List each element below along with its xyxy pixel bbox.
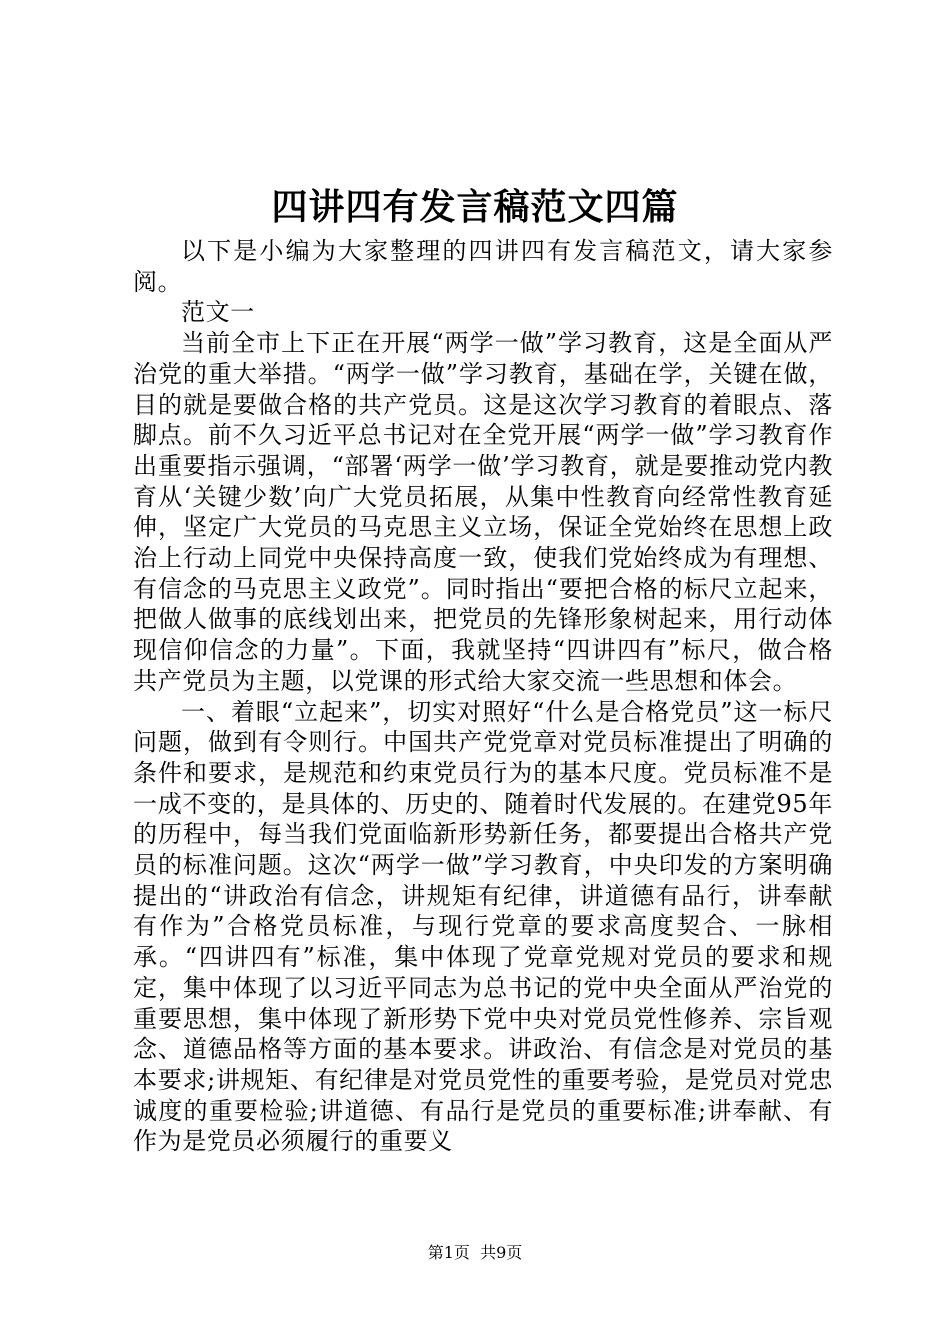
- page-footer: [0, 1242, 950, 1264]
- document-title: 四讲四有发言稿范文四篇: [271, 186, 679, 228]
- footer-separator: [470, 1243, 480, 1262]
- document-body: [133, 236, 833, 1157]
- paragraph-section-heading: 范文一: [181, 298, 255, 327]
- page-number-current: 第1页: [427, 1243, 470, 1262]
- paragraph-intro: 以下是小编为大家整理的四讲四有发言稿范文，请大家参阅。: [133, 237, 833, 296]
- page-number-total: 共9页: [480, 1243, 523, 1262]
- paragraph-body-1: 当前全市上下正在开展“两学一做”学习教育，这是全面从严治党的重大举措。“两学一做”学习教育，基础在学，关键在做，目的就是要做合格的共产党员。这是这次学习教育的着眼点、落脚点。前不久习近平总书记对在全党开展“两学一做”学习教育作出重要指示强调，“部署‘两学一做’学习教育，就是要推动党内教育从‘关键少数’向广大党员拓展，从集中性教育向经常性教育延伸，坚定广大党员的马克思主义立场，保证全党始终在思想上政治上行动上同党中央保持高度一致，使我们党始终成为有理想、有信念的马克思主义政党”。同时指出“要把合格的标尺立起来，把做人做事的底线划出来，把党员的先锋形象树起来，用行动体现信仰信念的力量”。下面，我就坚持“四讲四有”标尺，做合格共产党员为主题，以党课的形式给大家交流一些思想和体会。: [133, 329, 833, 695]
- paragraph-body-2: 一、着眼“立起来”，切实对照好“什么是合格党员”这一标尺问题，做到有令则行。中国共产党党章对党员标准提出了明确的条件和要求，是规范和约束党员行为的基本尺度。党员标准不是一成不变的，是具体的、历史的、随着时代发展的。在建党95年的历程中，每当我们党面临新形势新任务，都要提出合格共产党员的标准问题。这次“两学一做”学习教育，中央印发的方案明确提出的“讲政治有信念，讲规矩有纪律，讲道德有品行，讲奉献有作为”合格党员标准，与现行党章的要求高度契合、一脉相承。“四讲四有”标准，集中体现了党章党规对党员的要求和规定，集中体现了以习近平同志为总书记的党中央全面从严治党的重要思想，集中体现了新形势下党中央对党员党性修养、宗旨观念、道德品格等方面的基本要求。讲政治、有信念是对党员的基本要求;讲规矩、有纪律是对党员党性的重要考验，是党员对党忠诚度的重要检验;讲道德、有品行是党员的重要标准;讲奉献、有作为是党员必须履行的重要义: [133, 697, 833, 1156]
